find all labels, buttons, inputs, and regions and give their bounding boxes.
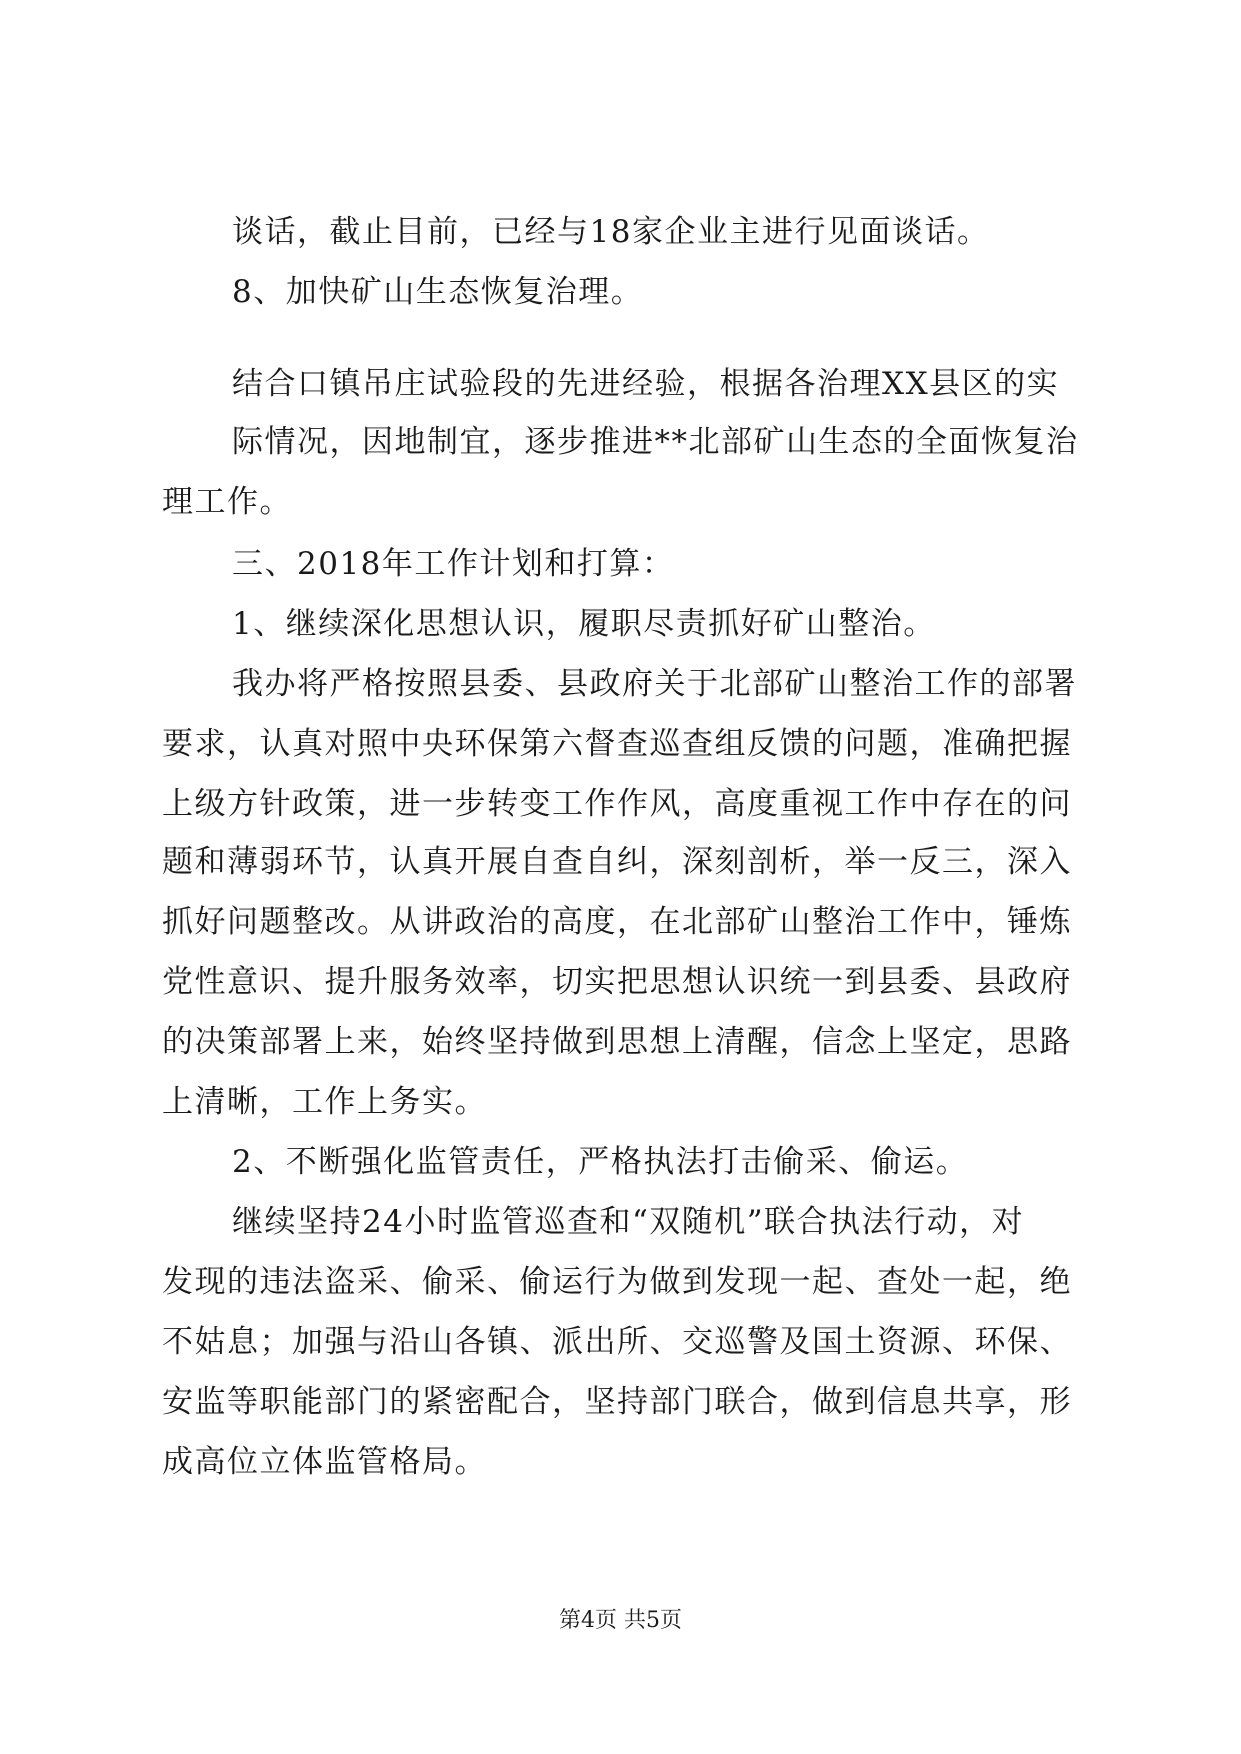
text-line: 不姑息；加强与沿山各镇、派出所、交巡警及国土资源、环保、 [162, 1324, 1072, 1360]
text-line: 1、继续深化思想认识，履职尽责抓好矿山整治。 [232, 606, 936, 642]
text-line: 际情况，因地制宜，逐步推进**北部矿山生态的全面恢复治 [232, 424, 1079, 460]
text-line: 我办将严格按照县委、县政府关于北部矿山整治工作的部署 [232, 666, 1077, 702]
text-line: 理工作。 [162, 484, 292, 520]
text-line: 题和薄弱环节，认真开展自查自纠，深刻剖析，举一反三，深入 [162, 844, 1072, 880]
text-line: 成高位立体监管格局。 [162, 1444, 487, 1480]
text-line: 2、不断强化监管责任，严格执法打击偷采、偷运。 [232, 1144, 969, 1180]
text-line: 8、加快矿山生态恢复治理。 [232, 274, 644, 310]
text-line: 结合口镇吊庄试验段的先进经验，根据各治理XX县区的实 [232, 366, 1060, 402]
text-line: 谈话，截止目前，已经与18家企业主进行见面谈话。 [232, 214, 990, 250]
text-line: 党性意识、提升服务效率，切实把思想认识统一到县委、县政府 [162, 964, 1072, 1000]
page-footer: 第4页 共5页 [559, 1608, 682, 1633]
text-line: 上级方针政策，进一步转变工作作风，高度重视工作中存在的问 [162, 786, 1072, 822]
text-line: 抓好问题整改。从讲政治的高度，在北部矿山整治工作中，锤炼 [162, 904, 1072, 940]
text-line: 继续坚持24小时监管巡查和“双随机”联合执法行动，对 [232, 1204, 1025, 1240]
text-line: 的决策部署上来，始终坚持做到思想上清醒，信念上坚定，思路 [162, 1024, 1072, 1060]
text-line: 安监等职能部门的紧密配合，坚持部门联合，做到信息共享，形 [162, 1384, 1072, 1420]
text-line: 要求，认真对照中央环保第六督查巡查组反馈的问题，准确把握 [162, 726, 1072, 762]
text-line: 上清晰，工作上务实。 [162, 1084, 487, 1120]
text-line: 发现的违法盗采、偷采、偷运行为做到发现一起、查处一起，绝 [162, 1264, 1072, 1300]
text-line: 三、2018年工作计划和打算： [232, 546, 675, 582]
